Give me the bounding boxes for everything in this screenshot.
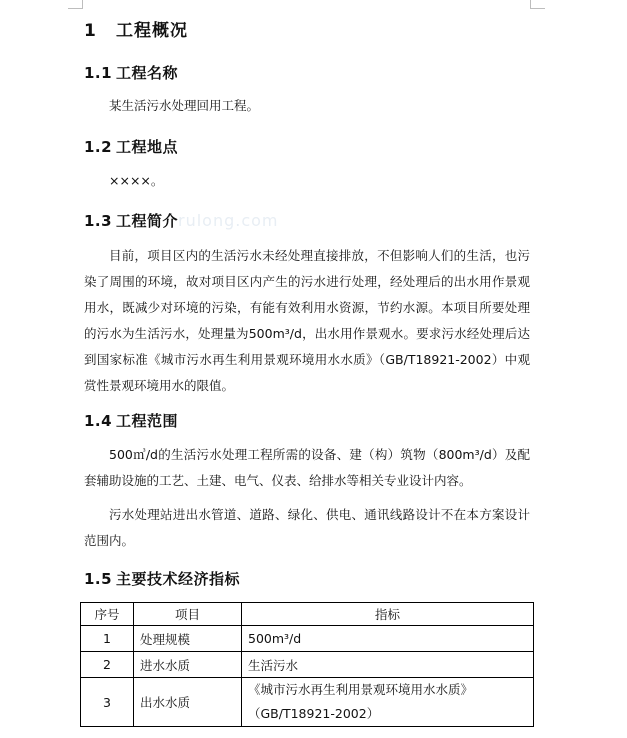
table-cell: 出水水质 xyxy=(134,678,242,727)
section-heading-1-4 xyxy=(84,410,178,431)
section-number: 1.1 xyxy=(84,64,113,82)
table-cell: 2 xyxy=(81,652,134,678)
chapter-number: 1 xyxy=(84,21,97,41)
paragraph-project-intro: 目前，项目区内的生活污水未经处理直接排放，不但影响人们的生活，也污染了周围的环境，故对项目区内产生的污水进行处理，经处理后的出水用作景观用水，既减少对环境的污染，有能有效利用水资源，节约水源。本项目所要处理的污水为生活污水，处理量为500m³/d，出水用作景观水。要求污水经处理后达到国家标准《城市污水再生利用景观环境用水水质》（GB/T18921-2002）中观赏性景观环境用水的限值。 xyxy=(84,248,530,393)
table-cell: 《城市污水再生利用景观环境用水水质》（GB/T18921-2002） xyxy=(242,678,534,727)
table-cell: 处理规模 xyxy=(134,626,242,652)
section-title: 工程范围 xyxy=(116,412,179,430)
table-header-cell: 指标 xyxy=(242,603,534,626)
watermark: rulong.com xyxy=(178,211,279,230)
indicators-table xyxy=(80,602,534,727)
page-corner-mark-right xyxy=(530,0,545,9)
section-title: 工程简介 xyxy=(116,212,179,230)
section-heading-1-2 xyxy=(84,136,178,157)
paragraph-project-location: ××××。 xyxy=(109,173,164,188)
chapter-title: 工程概况 xyxy=(116,21,188,41)
table-cell: 生活污水 xyxy=(242,652,534,678)
section-number: 1.2 xyxy=(84,138,113,156)
table-cell: 1 xyxy=(81,626,134,652)
paragraph-scope-1: 500㎥/d的生活污水处理工程所需的设备、建（构）筑物（800m³/d）及配套辅助设施的工艺、土建、电气、仪表、给排水等相关专业设计内容。 xyxy=(84,447,530,488)
section-heading-1-3 xyxy=(84,210,178,231)
table-cell: 3 xyxy=(81,678,134,727)
section-title: 主要技术经济指标 xyxy=(116,570,241,588)
section-title: 工程地点 xyxy=(116,138,179,156)
section-heading-1-1 xyxy=(84,62,178,83)
section-heading-1-5 xyxy=(84,568,240,589)
table-cell: 500m³/d xyxy=(242,626,534,652)
table-cell: 进水水质 xyxy=(134,652,242,678)
chapter-heading xyxy=(84,16,188,41)
table-header-row xyxy=(81,603,534,626)
table-header-cell: 序号 xyxy=(81,603,134,626)
section-number: 1.3 xyxy=(84,212,113,230)
section-number: 1.5 xyxy=(84,570,113,588)
table-row xyxy=(81,678,534,727)
table-row xyxy=(81,652,534,678)
table-header-cell: 项目 xyxy=(134,603,242,626)
table-row xyxy=(81,626,534,652)
section-title: 工程名称 xyxy=(116,64,179,82)
paragraph-project-name: 某生活污水处理回用工程。 xyxy=(109,98,260,113)
page-corner-mark-left xyxy=(68,0,83,9)
paragraph-scope-2: 污水处理站进出水管道、道路、绿化、供电、通讯线路设计不在本方案设计范围内。 xyxy=(84,507,530,548)
section-number: 1.4 xyxy=(84,412,113,430)
